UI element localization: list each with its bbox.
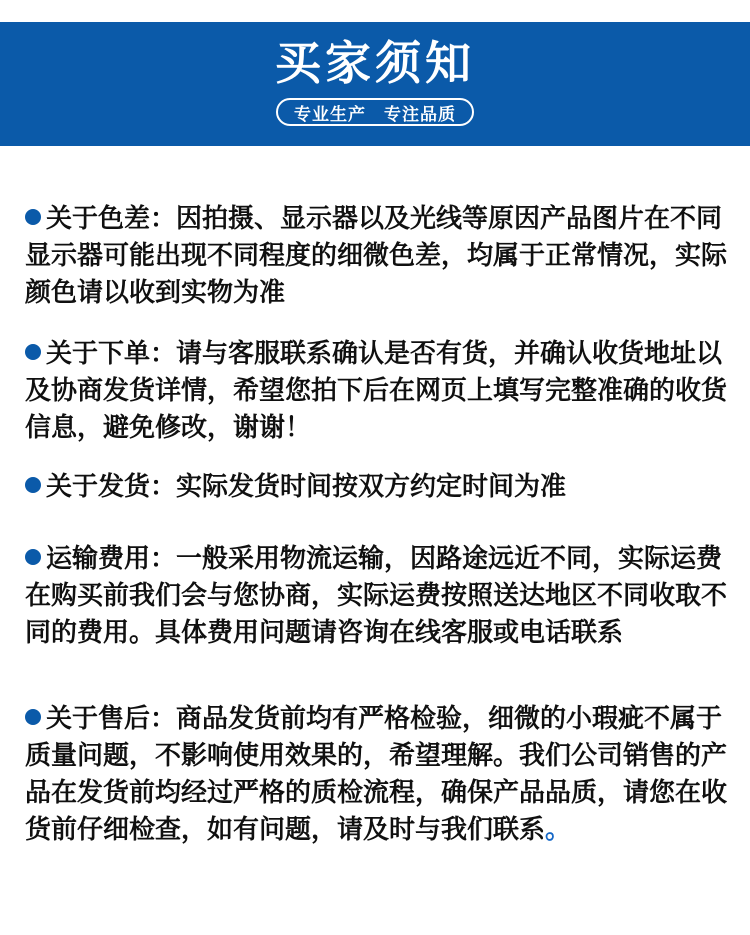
notice-line: 显示器可能出现不同程度的细微色差，均属于正常情况，实际	[25, 241, 728, 271]
notice-line	[25, 701, 725, 738]
notice-line: 信息，避免修改，谢谢！	[25, 413, 312, 443]
notice-line: 颜色请以收到实物为准	[25, 278, 286, 308]
notice-after-sales	[25, 701, 728, 849]
notice-line	[25, 541, 725, 578]
notice-text: 货前仔细检查，如有问题，请及时与我们联系	[25, 815, 546, 845]
notice-line: 在购买前我们会与您协商，实际运费按照送达地区不同收取不	[25, 581, 728, 611]
notice-freight-cost	[25, 541, 728, 652]
notice-text: 关于发货：实际发货时间按双方约定时间为准	[46, 472, 567, 502]
notice-line	[25, 201, 725, 238]
notice-text: 关于色差：因拍摄、显示器以及光线等原因产品图片在不同	[46, 204, 723, 234]
notice-text: 运输费用：一般采用物流运输，因路途远近不同，实际运费	[46, 544, 723, 574]
notice-line	[25, 336, 725, 373]
notice-text: 关于售后：商品发货前均有严格检验，细微的小瑕疵不属于	[46, 704, 723, 734]
notice-line: 质量问题，不影响使用效果的，希望理解。我们公司销售的产	[25, 741, 728, 771]
tagline-badge	[276, 98, 474, 126]
bullet-icon	[25, 549, 41, 565]
bullet-icon	[25, 209, 41, 225]
notice-color-difference	[25, 201, 728, 312]
notice-line	[25, 812, 725, 849]
page-title: 买家须知	[275, 36, 475, 90]
notice-line	[25, 469, 725, 506]
tagline-text: 专业生产 专注品质	[294, 104, 456, 125]
ending-period: 。	[545, 815, 572, 845]
notice-list	[0, 146, 750, 849]
notice-line: 同的费用。具体费用问题请咨询在线客服或电话联系	[25, 618, 624, 648]
notice-ordering	[25, 336, 728, 447]
notice-line: 品在发货前均经过严格的质检流程，确保产品品质，请您在收	[25, 778, 728, 808]
notice-line: 及协商发货详情，希望您拍下后在网页上填写完整准确的收货	[25, 376, 728, 406]
bullet-icon	[25, 709, 41, 725]
notice-shipping-time	[25, 469, 725, 506]
bullet-icon	[25, 477, 41, 493]
bullet-icon	[25, 344, 41, 360]
header-banner	[0, 22, 750, 146]
notice-text: 关于下单：请与客服联系确认是否有货，并确认收货地址以	[46, 339, 723, 369]
